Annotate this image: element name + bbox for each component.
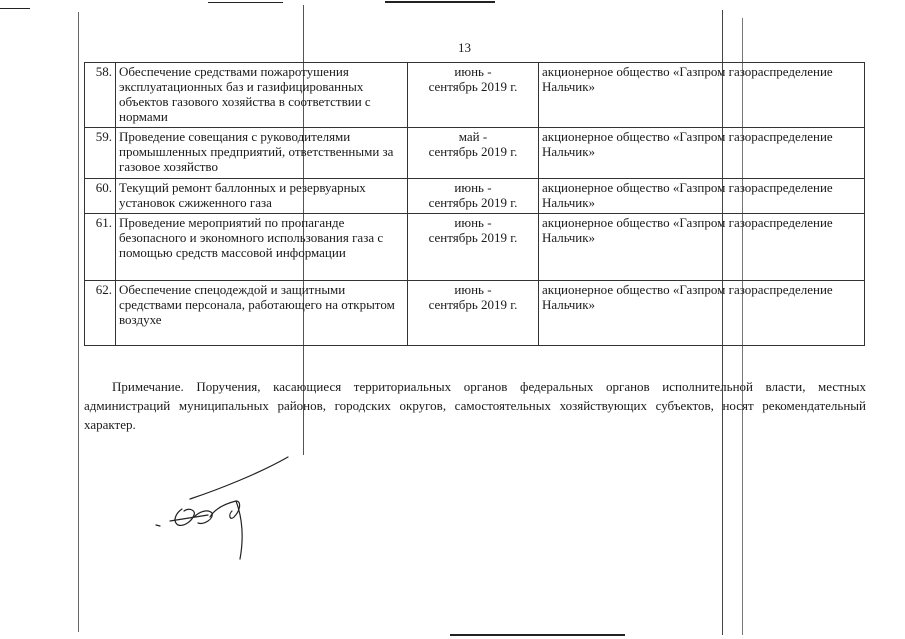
measure-cell: Проведение мероприятий по пропаганде безопасного и экономного использования газа с помощью средств массовой информации	[116, 214, 408, 281]
executor-cell: акционерное общество «Газпром газораспределение Нальчик»	[539, 281, 865, 346]
row-number: 59.	[85, 128, 116, 179]
term-start: июнь -	[454, 180, 492, 195]
term-cell	[408, 128, 539, 179]
scan-artifact-line	[385, 1, 495, 3]
measure-cell: Обеспечение средствами пожаротушения эксплуатационных баз и газифицированных объектов газового хозяйства в соответствии с нормами	[116, 63, 408, 128]
term-end: сентябрь 2019 г.	[428, 79, 518, 94]
term-end: сентябрь 2019 г.	[428, 297, 518, 312]
row-number: 60.	[85, 179, 116, 214]
term-cell	[408, 179, 539, 214]
scan-artifact-line	[450, 634, 625, 636]
table-row	[85, 214, 865, 281]
term-end: сентябрь 2019 г.	[428, 144, 518, 159]
row-number: 62.	[85, 281, 116, 346]
scan-artifact-line	[78, 12, 79, 632]
term-end: сентябрь 2019 г.	[428, 195, 518, 210]
term-cell	[408, 63, 539, 128]
handwritten-signature	[150, 455, 300, 565]
term-cell	[408, 214, 539, 281]
row-number: 58.	[85, 63, 116, 128]
row-number: 61.	[85, 214, 116, 281]
table-row	[85, 63, 865, 128]
term-start: июнь -	[454, 215, 492, 230]
term-cell	[408, 281, 539, 346]
executor-cell: акционерное общество «Газпром газораспределение Нальчик»	[539, 214, 865, 281]
measure-cell: Текущий ремонт баллонных и резервуарных установок сжиженного газа	[116, 179, 408, 214]
term-start: июнь -	[454, 282, 492, 297]
term-start: май -	[458, 129, 488, 144]
table-row	[85, 281, 865, 346]
page-number: 13	[458, 40, 471, 55]
executor-cell: акционерное общество «Газпром газораспределение Нальчик»	[539, 63, 865, 128]
term-end: сентябрь 2019 г.	[428, 230, 518, 245]
scan-artifact-line	[208, 2, 283, 3]
measure-cell: Обеспечение спецодеждой и защитными средствами персонала, работающего на открытом воздухе	[116, 281, 408, 346]
executor-cell: акционерное общество «Газпром газораспределение Нальчик»	[539, 179, 865, 214]
executor-cell: акционерное общество «Газпром газораспределение Нальчик»	[539, 128, 865, 179]
measure-cell: Проведение совещания с руководителями промышленных предприятий, ответственными за газовое хозяйство	[116, 128, 408, 179]
table-row	[85, 128, 865, 179]
note-paragraph	[84, 377, 866, 434]
measures-table	[84, 62, 865, 346]
table-row	[85, 179, 865, 214]
scan-artifact-line	[0, 8, 30, 9]
note-text: Примечание. Поручения, касающиеся территориальных органов федеральных органов исполнительной власти, местных администраций муниципальных районов, городских округов, самостоятельных хозяйствующих субъектов, носят рекомендательный характер.	[84, 379, 866, 432]
term-start: июнь -	[454, 64, 492, 79]
